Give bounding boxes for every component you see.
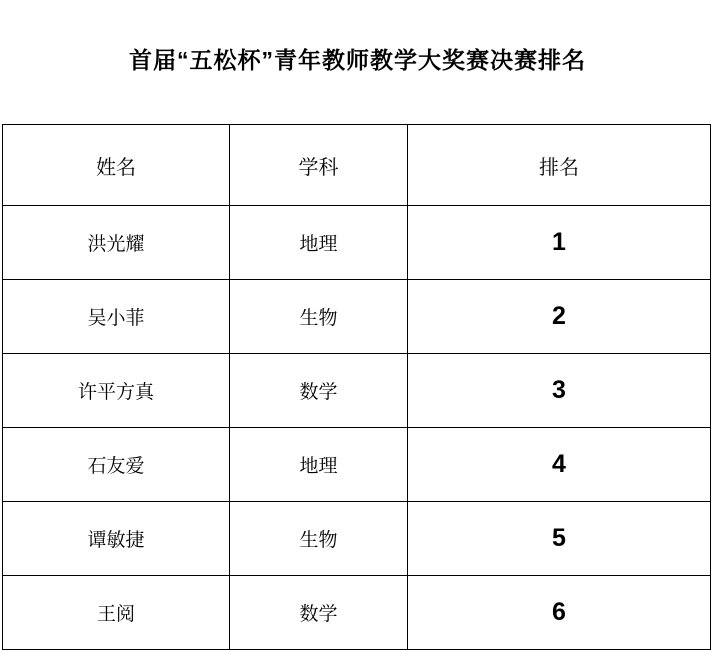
table-body <box>3 206 711 650</box>
table-row <box>3 206 711 280</box>
cell-rank: 3 <box>408 354 711 428</box>
cell-name: 吴小菲 <box>3 280 230 354</box>
cell-subject: 数学 <box>230 354 408 428</box>
cell-rank: 4 <box>408 428 711 502</box>
cell-subject: 数学 <box>230 576 408 650</box>
ranking-table <box>2 124 711 650</box>
table-header <box>3 125 711 206</box>
table-header-row <box>3 125 711 206</box>
cell-name: 许平方真 <box>3 354 230 428</box>
cell-name: 王阅 <box>3 576 230 650</box>
table-row <box>3 280 711 354</box>
cell-name: 石友爱 <box>3 428 230 502</box>
cell-rank: 6 <box>408 576 711 650</box>
page-title: 首届“五松杯”青年教师教学大奖赛决赛排名 <box>129 47 586 73</box>
table-row <box>3 576 711 650</box>
column-header-name: 姓名 <box>3 125 230 206</box>
table-row <box>3 428 711 502</box>
table-row <box>3 354 711 428</box>
cell-name: 洪光耀 <box>3 206 230 280</box>
cell-rank: 1 <box>408 206 711 280</box>
cell-subject: 生物 <box>230 502 408 576</box>
table-row <box>3 502 711 576</box>
cell-name: 谭敏捷 <box>3 502 230 576</box>
cell-rank: 2 <box>408 280 711 354</box>
cell-rank: 5 <box>408 502 711 576</box>
column-header-subject: 学科 <box>230 125 408 206</box>
column-header-rank: 排名 <box>408 125 711 206</box>
cell-subject: 地理 <box>230 206 408 280</box>
ranking-table-container <box>2 124 711 650</box>
cell-subject: 生物 <box>230 280 408 354</box>
cell-subject: 地理 <box>230 428 408 502</box>
